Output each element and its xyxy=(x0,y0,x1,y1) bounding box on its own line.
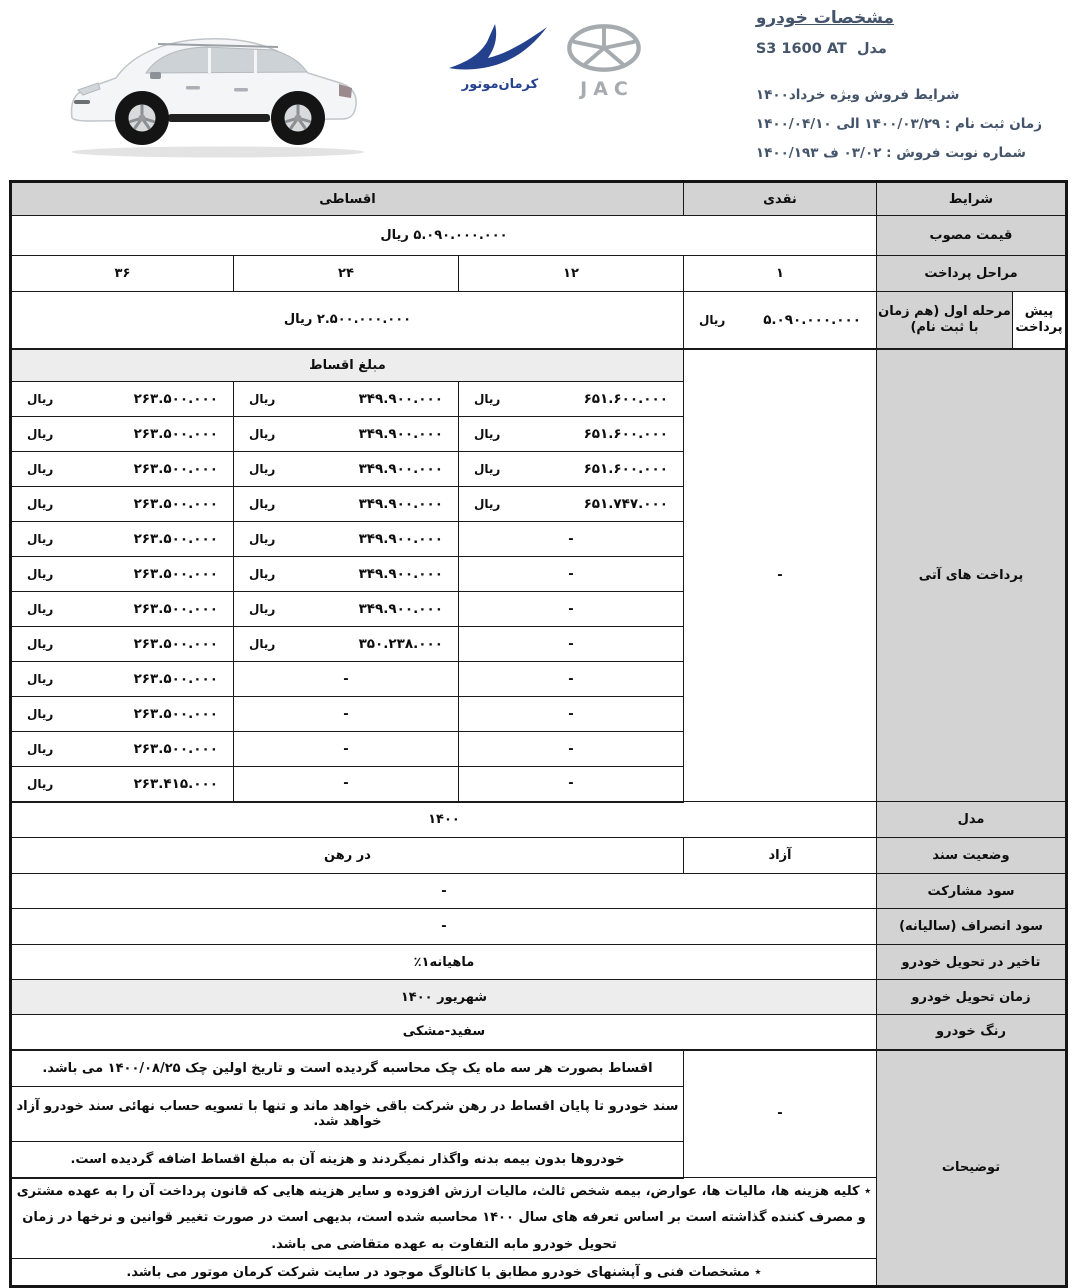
currency-label: ریال xyxy=(248,532,276,546)
currency-label: ریال xyxy=(26,462,54,476)
payment-cell-36 xyxy=(10,452,233,487)
payment-cell-24 xyxy=(233,627,458,662)
document-status-cash: آزاد xyxy=(683,838,876,874)
cancellation-profit-value: - xyxy=(10,909,876,945)
delivery-delay-percent: ٪۱ xyxy=(413,954,430,970)
stage-24: ۲۴ xyxy=(233,256,458,292)
payment-cell-24 xyxy=(233,452,458,487)
currency-label: ریال xyxy=(698,312,726,327)
delivery-time-row xyxy=(10,980,1066,1015)
currency-label: ریال xyxy=(26,532,54,546)
participation-profit-row xyxy=(10,874,1066,909)
delivery-delay-label: تاخیر در تحویل خودرو xyxy=(876,945,1066,980)
payment-amount: ۶۵۱.۷۴۷.۰۰۰ xyxy=(583,496,668,512)
payment-amount: ۲۶۳.۵۰۰.۰۰۰ xyxy=(133,601,218,617)
kerman-motor-logo-text: کرمان‌موتور xyxy=(461,77,539,92)
payment-empty-12: - xyxy=(458,592,683,627)
payment-amount: ۶۵۱.۶۰۰.۰۰۰ xyxy=(583,426,668,442)
payment-cell-36 xyxy=(10,522,233,557)
future-payments-cash-dash: - xyxy=(683,349,876,802)
installment-amount-header: مبلغ اقساط xyxy=(10,349,683,382)
payment-cell-24 xyxy=(233,592,458,627)
currency-label: ریال xyxy=(248,392,276,406)
payment-cell-24 xyxy=(233,382,458,417)
currency-label: ریال xyxy=(26,742,54,756)
footnote-1: ٭ کلیه هزینه ها، مالیات ها، عوارض، بیمه شخص ثالث، مالیات ارزش افزوده و سایر هزینه هایی که قانون پرداخت آن را به عهده مشتری و مصرف کننده گذاشته است بر اساس تعرفه های سال ۱۴۰۰ محاسبه شده است، بدیهی است در صورت تغییر قوانین و نرخها در زمان تحویل خودرو مابه التفاوت به عهده متقاضی می باشد. xyxy=(10,1178,876,1259)
model-year-row xyxy=(10,802,1066,838)
payment-stages-row xyxy=(10,256,1066,292)
installment-amount-header-row xyxy=(10,349,1066,382)
payment-empty-12: - xyxy=(458,697,683,732)
payment-cell-12 xyxy=(458,452,683,487)
payment-amount: ۳۴۹.۹۰۰.۰۰۰ xyxy=(358,566,443,582)
kerman-motor-logo xyxy=(441,18,559,92)
participation-profit-value: - xyxy=(10,874,876,909)
payment-cell-36 xyxy=(10,627,233,662)
currency-label: ریال xyxy=(26,497,54,511)
car-color-value: سفید-مشکی xyxy=(10,1015,876,1050)
future-payments-label: پرداخت های آتی xyxy=(876,349,1066,802)
payment-empty-12: - xyxy=(458,627,683,662)
currency-label: ریال xyxy=(248,637,276,651)
payment-cell-36 xyxy=(10,487,233,522)
payment-cell-36 xyxy=(10,417,233,452)
document-title: مشخصات خودرو xyxy=(755,8,895,28)
currency-label: ریال xyxy=(473,392,501,406)
downpayment-stage-note: مرحله اول (هم زمان با ثبت نام) xyxy=(876,292,1012,349)
note-1: اقساط بصورت هر سه ماه یک چک محاسبه گردیده است و تاریخ اولین چک ۱۴۰۰/۰۸/۲۵ می باشد. xyxy=(10,1050,683,1087)
payment-cell-24 xyxy=(233,557,458,592)
payment-amount: ۲۶۳.۵۰۰.۰۰۰ xyxy=(133,531,218,547)
currency-label: ریال xyxy=(26,637,54,651)
payment-amount: ۳۵۰.۲۳۸.۰۰۰ xyxy=(358,636,443,652)
payment-amount: ۳۴۹.۹۰۰.۰۰۰ xyxy=(358,461,443,477)
payment-cell-36 xyxy=(10,592,233,627)
document-status-row xyxy=(10,838,1066,874)
payment-cell-12 xyxy=(458,487,683,522)
payment-stages-label: مراحل پرداخت xyxy=(876,256,1066,292)
currency-label: ریال xyxy=(248,602,276,616)
payment-cell-36 xyxy=(10,767,233,802)
note-3: خودروها بدون بیمه بدنه واگذار نمیگردند و هزینه آن به مبلغ اقساط اضافه گردیده است. xyxy=(10,1142,683,1178)
payment-amount: ۳۴۹.۹۰۰.۰۰۰ xyxy=(358,391,443,407)
payment-cell-36 xyxy=(10,697,233,732)
note-2: سند خودرو تا پایان اقساط در رهن شرکت باقی خواهد ماند و تنها با تسویه حساب نهائی سند خودرو آزاد خواهد شد. xyxy=(10,1087,683,1142)
jac-logo xyxy=(556,22,652,100)
table-header-row xyxy=(10,182,1066,216)
delivery-time-value: شهریور ۱۴۰۰ xyxy=(10,980,876,1015)
payment-amount: ۲۶۳.۵۰۰.۰۰۰ xyxy=(133,461,218,477)
delivery-delay-unit: ماهیانه xyxy=(429,954,475,970)
payment-cell-24 xyxy=(233,417,458,452)
approved-price-value: ۵.۰۹۰.۰۰۰.۰۰۰ ریال xyxy=(10,216,876,256)
payment-amount: ۲۶۳.۴۱۵.۰۰۰ xyxy=(133,775,218,792)
pricing-table xyxy=(9,180,1068,1288)
participation-profit-label: سود مشارکت xyxy=(876,874,1066,909)
payment-amount: ۲۶۳.۵۰۰.۰۰۰ xyxy=(133,566,218,582)
currency-label: ریال xyxy=(248,567,276,581)
downpayment-cash-cell xyxy=(683,292,876,349)
currency-label: ریال xyxy=(26,427,54,441)
car-illustration xyxy=(58,6,380,168)
notes-cash-dash: - xyxy=(683,1050,876,1178)
header-text-block xyxy=(756,8,1042,168)
payment-amount: ۲۶۳.۵۰۰.۰۰۰ xyxy=(133,426,218,442)
payment-cell-36 xyxy=(10,732,233,767)
notes-label: توضیحات xyxy=(876,1050,1066,1287)
payment-empty-12: - xyxy=(458,732,683,767)
stage-36: ۳۶ xyxy=(10,256,233,292)
downpayment-cash-value: ۵.۰۹۰.۰۰۰.۰۰۰ xyxy=(763,311,861,328)
payment-amount: ۲۶۳.۵۰۰.۰۰۰ xyxy=(133,636,218,652)
currency-label: ریال xyxy=(26,672,54,686)
payment-amount: ۳۴۹.۹۰۰.۰۰۰ xyxy=(358,531,443,547)
currency-label: ریال xyxy=(26,707,54,721)
payment-empty-24: - xyxy=(233,767,458,802)
currency-label: ریال xyxy=(248,462,276,476)
delivery-time-label: زمان تحویل خودرو xyxy=(876,980,1066,1015)
payment-empty-12: - xyxy=(458,557,683,592)
payment-cell-12 xyxy=(458,417,683,452)
model-year-value: ۱۴۰۰ xyxy=(10,802,876,838)
payment-cell-36 xyxy=(10,662,233,697)
downpayment-installment-value: ۲.۵۰۰.۰۰۰.۰۰۰ ریال xyxy=(10,292,683,349)
model-line xyxy=(756,41,887,57)
payment-empty-24: - xyxy=(233,697,458,732)
car-color-label: رنگ خودرو xyxy=(876,1015,1066,1050)
payment-cell-24 xyxy=(233,487,458,522)
payment-cell-24 xyxy=(233,522,458,557)
currency-label: ریال xyxy=(248,497,276,511)
approved-price-row xyxy=(10,216,1066,256)
currency-label: ریال xyxy=(26,776,54,791)
payment-cell-36 xyxy=(10,557,233,592)
stage-cash: ۱ xyxy=(683,256,876,292)
sale-turn-number-line: شماره نوبت فروش : ۰۳/۰۲ ف ۱۴۰۰/۱۹۳ xyxy=(755,145,1026,161)
delivery-delay-row xyxy=(10,945,1066,980)
car-color-row xyxy=(10,1015,1066,1050)
currency-label: ریال xyxy=(248,427,276,441)
payment-amount: ۲۶۳.۵۰۰.۰۰۰ xyxy=(133,671,218,687)
jac-star-icon xyxy=(556,22,652,74)
payment-cell-36 xyxy=(10,382,233,417)
currency-label: ریال xyxy=(473,427,501,441)
payment-amount: ۶۵۱.۶۰۰.۰۰۰ xyxy=(583,391,668,407)
kerman-motor-bird-icon xyxy=(441,18,559,72)
page-header xyxy=(0,0,1080,178)
model-label: مدل xyxy=(856,41,887,57)
payment-cell-12 xyxy=(458,382,683,417)
jac-logo-text: JAC xyxy=(580,78,634,100)
payment-amount: ۲۶۳.۵۰۰.۰۰۰ xyxy=(133,496,218,512)
stage-12: ۱۲ xyxy=(458,256,683,292)
payment-amount: ۲۶۳.۵۰۰.۰۰۰ xyxy=(133,741,218,757)
downpayment-label: پیش پرداخت xyxy=(1013,292,1067,349)
footnote-2: ٭ مشخصات فنی و آپشنهای خودرو مطابق با کاتالوگ موجود در سایت شرکت کرمان موتور می باشد. xyxy=(10,1259,876,1287)
payment-empty-12: - xyxy=(458,522,683,557)
currency-label: ریال xyxy=(473,497,501,511)
col-header-cash: نقدی xyxy=(683,182,876,216)
note-row xyxy=(10,1050,1066,1087)
payment-empty-24: - xyxy=(233,732,458,767)
payment-amount: ۳۴۹.۹۰۰.۰۰۰ xyxy=(358,426,443,442)
currency-label: ریال xyxy=(26,567,54,581)
payment-empty-12: - xyxy=(458,767,683,802)
payment-amount: ۶۵۱.۶۰۰.۰۰۰ xyxy=(583,461,668,477)
currency-label: ریال xyxy=(473,462,501,476)
payment-amount: ۳۴۹.۹۰۰.۰۰۰ xyxy=(358,601,443,617)
col-header-conditions: شرایط xyxy=(876,182,1066,216)
currency-label: ریال xyxy=(26,602,54,616)
payment-amount: ۲۶۳.۵۰۰.۰۰۰ xyxy=(133,706,218,722)
sale-conditions-line: شرایط فروش ویژه خرداد۱۴۰۰ xyxy=(755,87,960,103)
document-status-installment: در رهن xyxy=(10,838,683,874)
col-header-installment: اقساطی xyxy=(10,182,683,216)
document-status-label: وضعیت سند xyxy=(876,838,1066,874)
delivery-delay-value xyxy=(10,945,876,980)
payment-amount: ۳۴۹.۹۰۰.۰۰۰ xyxy=(358,496,443,512)
payment-empty-24: - xyxy=(233,662,458,697)
car-image xyxy=(58,6,380,168)
model-value: S3 1600 AT xyxy=(755,41,847,57)
registration-period-line: زمان ثبت نام : ۱۴۰۰/۰۳/۲۹ الی ۱۴۰۰/۰۴/۱۰ xyxy=(755,116,1042,132)
downpayment-row xyxy=(10,292,1066,349)
payment-empty-12: - xyxy=(458,662,683,697)
cancellation-profit-label: سود انصراف (سالیانه) xyxy=(876,909,1066,945)
model-year-label: مدل xyxy=(876,802,1066,838)
cancellation-profit-row xyxy=(10,909,1066,945)
payment-amount: ۲۶۳.۵۰۰.۰۰۰ xyxy=(133,391,218,407)
currency-label: ریال xyxy=(26,392,54,406)
approved-price-label: قیمت مصوب xyxy=(876,216,1066,256)
